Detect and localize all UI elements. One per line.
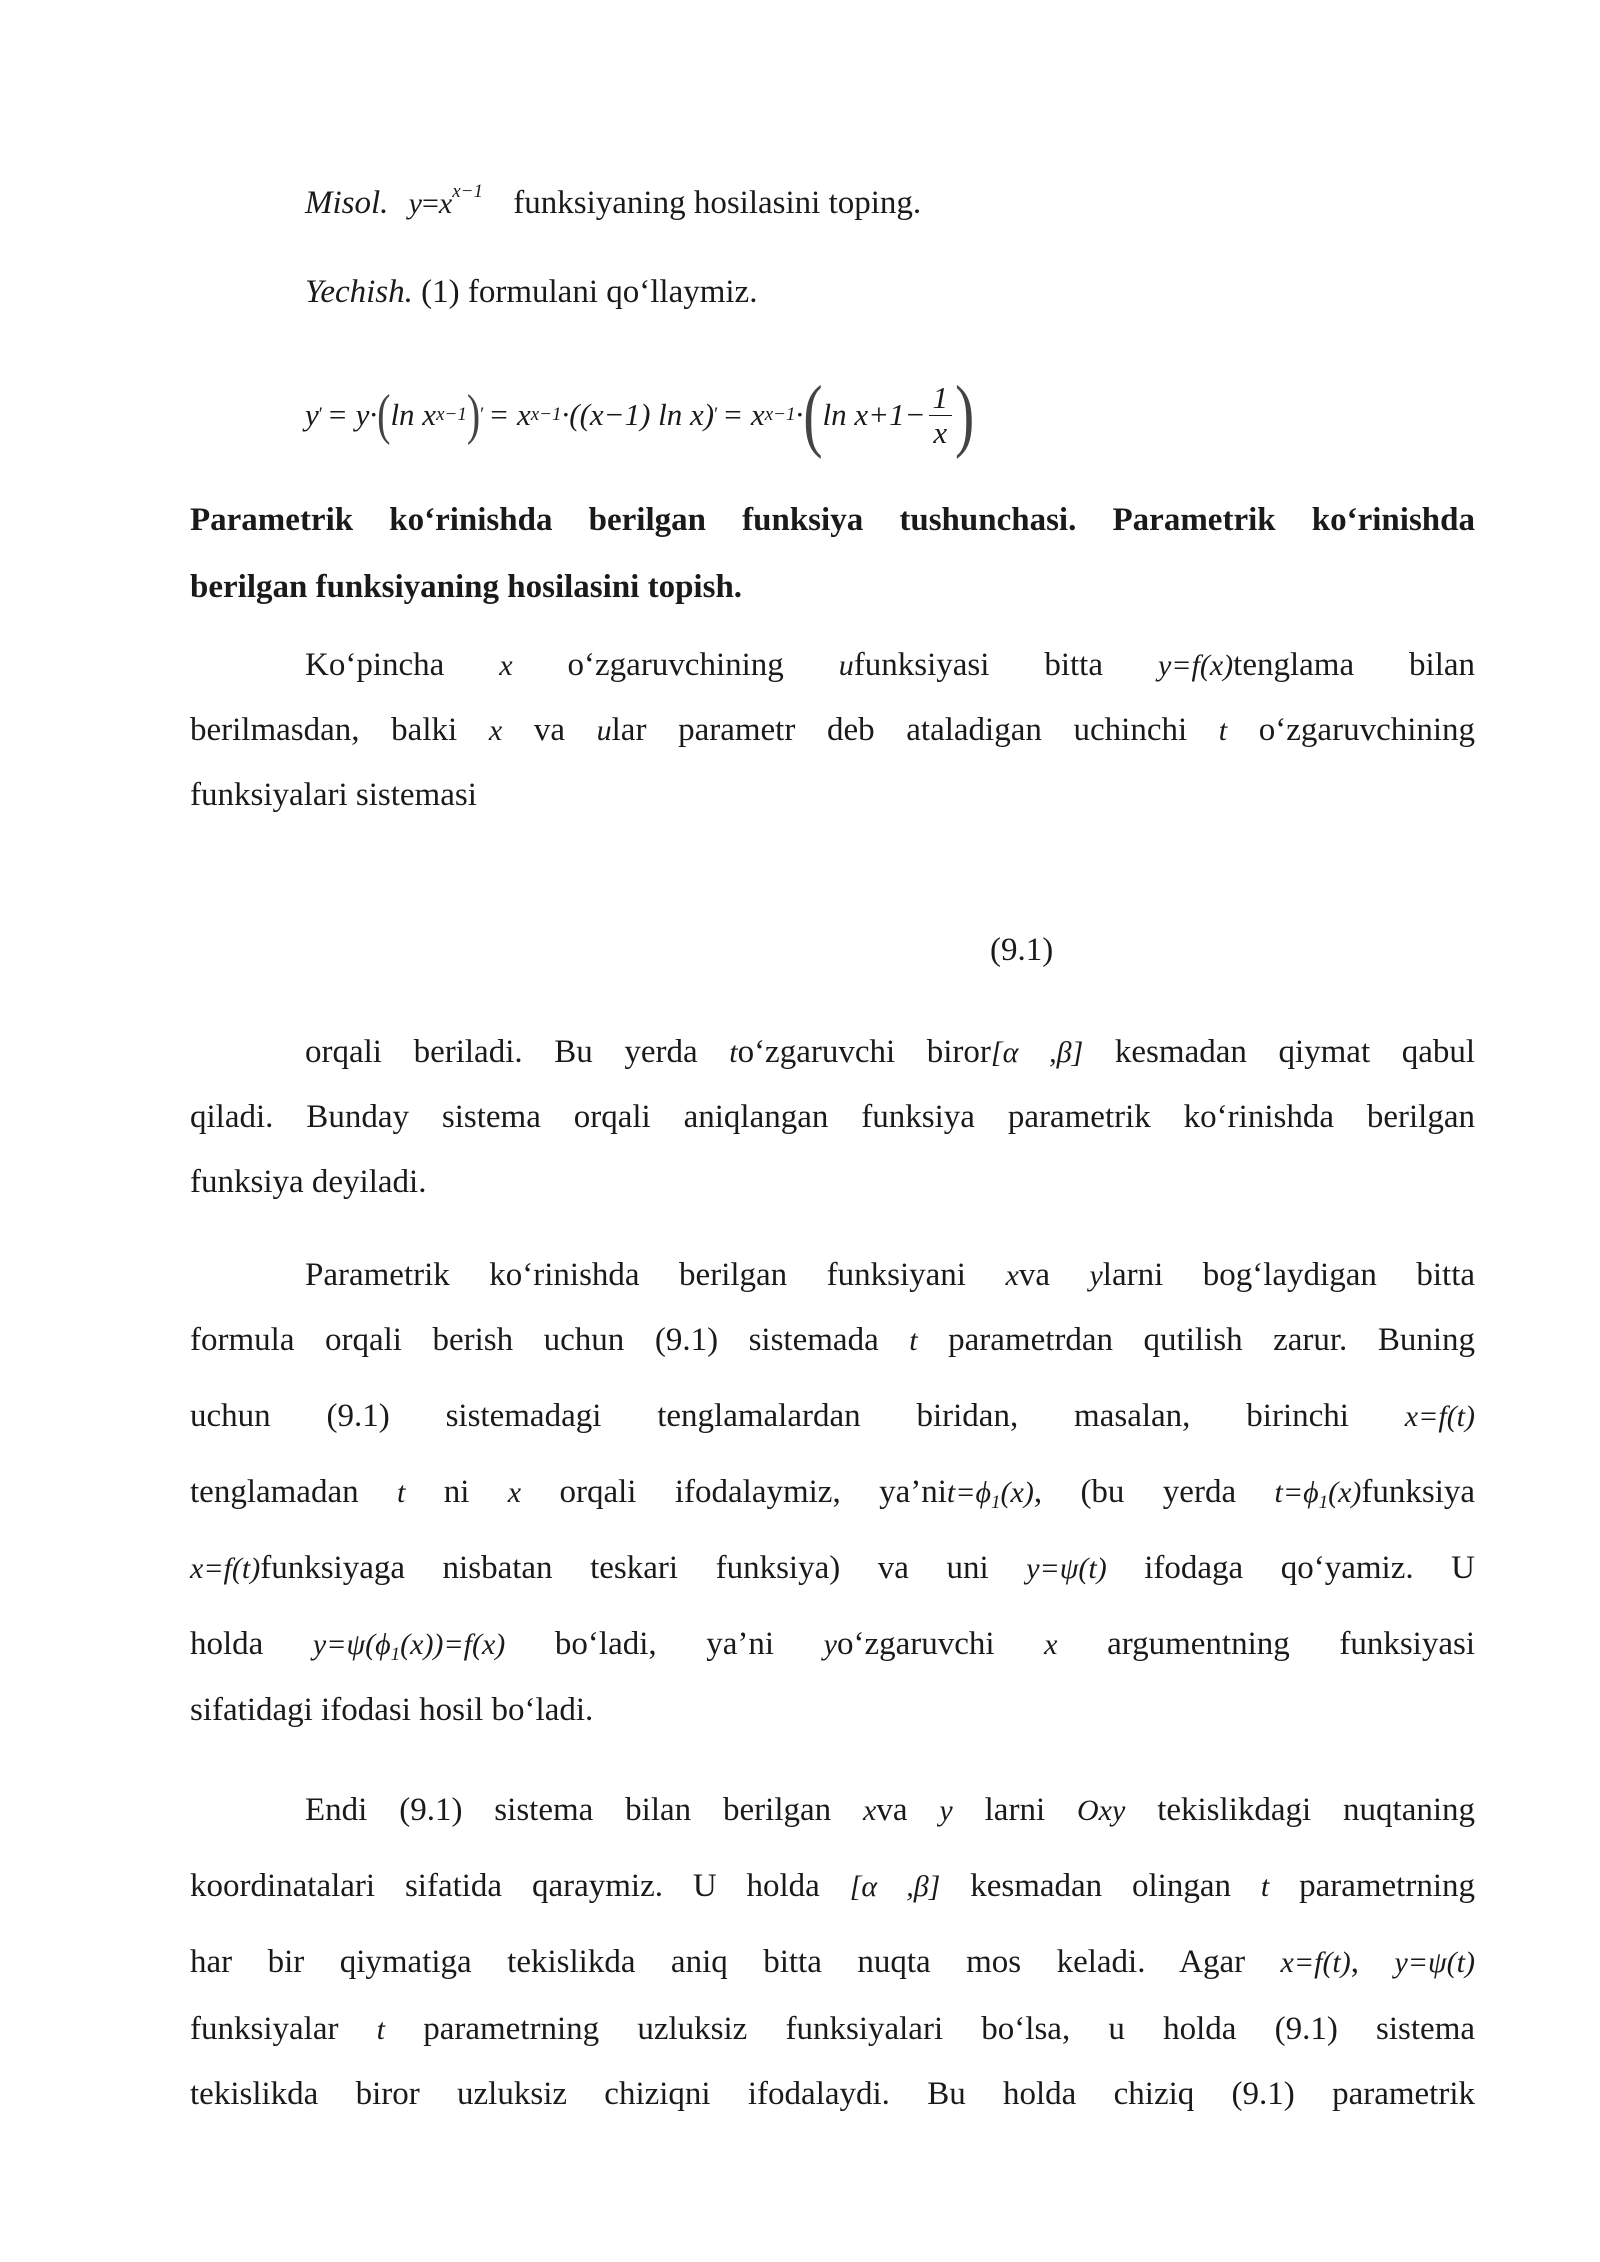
example-formula: $y=x^{x-1}$ [408,181,484,220]
para2-line-2: qiladi. Bunday sistema orqali aniqlangan funksiya parametrik ko‘rinishda berilgan [190,1099,1475,1135]
section-heading-line-1: Parametrik ko‘rinishda berilgan funksiya tushunchasi. Parametrik ko‘rinishda [190,502,1475,538]
section-heading-line-2: berilgan funksiyaning hosilasini topish. [190,569,743,605]
para4-line-5: tekislikda biror uzluksiz chiziqni ifodalaydi. Bu holda chiziq (9.1) parametrik [190,2076,1475,2112]
para2-line-3: funksiya deyiladi. [190,1164,427,1200]
equation-number: (9.1) [990,932,1054,968]
fraction: $\frac{1}{x}$ [929,381,953,450]
para4-line-2: koordinatalari sifatida qaraymiz. U holda [α ,β] kesmadan olingan t parametrning [190,1868,1475,1904]
para3-line-5: x=f(t)funksiyaga nisbatan teskari funksiya) va uni y=ψ(t) ifodaga qo‘yamiz. U [190,1550,1475,1586]
para3-line-1: Parametrik ko‘rinishda berilgan funksiyani xva ylarni bog‘laydigan bitta [305,1257,1476,1293]
para3-line-7: sifatidagi ifodasi hosil bo‘ladi. [190,1692,594,1728]
para3-line-2: formula orqali berish uchun (9.1) sistemada t parametrdan qutilish zarur. Buning [190,1322,1476,1358]
para1-line-2: berilmasdan, balki x va ular parametr deb ataladigan uchinchi t o‘zgaruvchining [190,712,1476,748]
solution-text: (1) formulani qo‘llaymiz. [421,274,758,310]
para3-line-4: tenglamadan t ni x orqali ifodalaymiz, $ya’nit=\phi_1(x)$, (bu yerda $t=\phi_1(x)funksiya$ [190,1474,1476,1513]
example-label: Misol. [305,185,389,221]
para2-line-1: orqali beriladi. Bu yerda to‘zgaruvchi biror[α ,β] kesmadan qiymat qabul [305,1034,1476,1070]
example-text: funksiyaning hosilasini toping. [513,185,922,221]
solution-label: Yechish. [305,274,413,310]
para1-line-1: Ko‘pincha x o‘zgaruvchining ufunksiyasi bitta y=f(x)tenglama bilan [305,647,1476,683]
para1-line-3: funksiyalari sistemasi [190,777,477,813]
para3-line-6: holda $y=\psi(\phi_1(x))=f(x)$ bo‘ladi, ya’ni yo‘zgaruvchi x argumentning funksiyasi [190,1626,1476,1665]
example-line [305,172,1475,224]
solution-line [305,272,1475,312]
para4-line-4: funksiyalar t parametrning uzluksiz funksiyalari bo‘lsa, u holda (9.1) sistema [190,2011,1476,2047]
para4-line-1: Endi (9.1) sistema bilan berilgan xva y larni Oxy tekislikdagi nuqtaning [305,1792,1476,1828]
para3-line-3: uchun (9.1) sistemadagi tenglamalardan biridan, masalan, birinchi x=f(t) [190,1398,1476,1434]
para4-line-3: har bir qiymatiga tekislikda aniq bitta nuqta mos keladi. Agar x=f(t), y=ψ(t) [190,1944,1475,1980]
derivative-formula: y ′ = y· ( ln x x−1 ) ′ = x x−1 ·((x−1) ln x) ′ = x x−1 · ( ln x+1− $\frac{1}{x}$ ) [305,368,975,460]
